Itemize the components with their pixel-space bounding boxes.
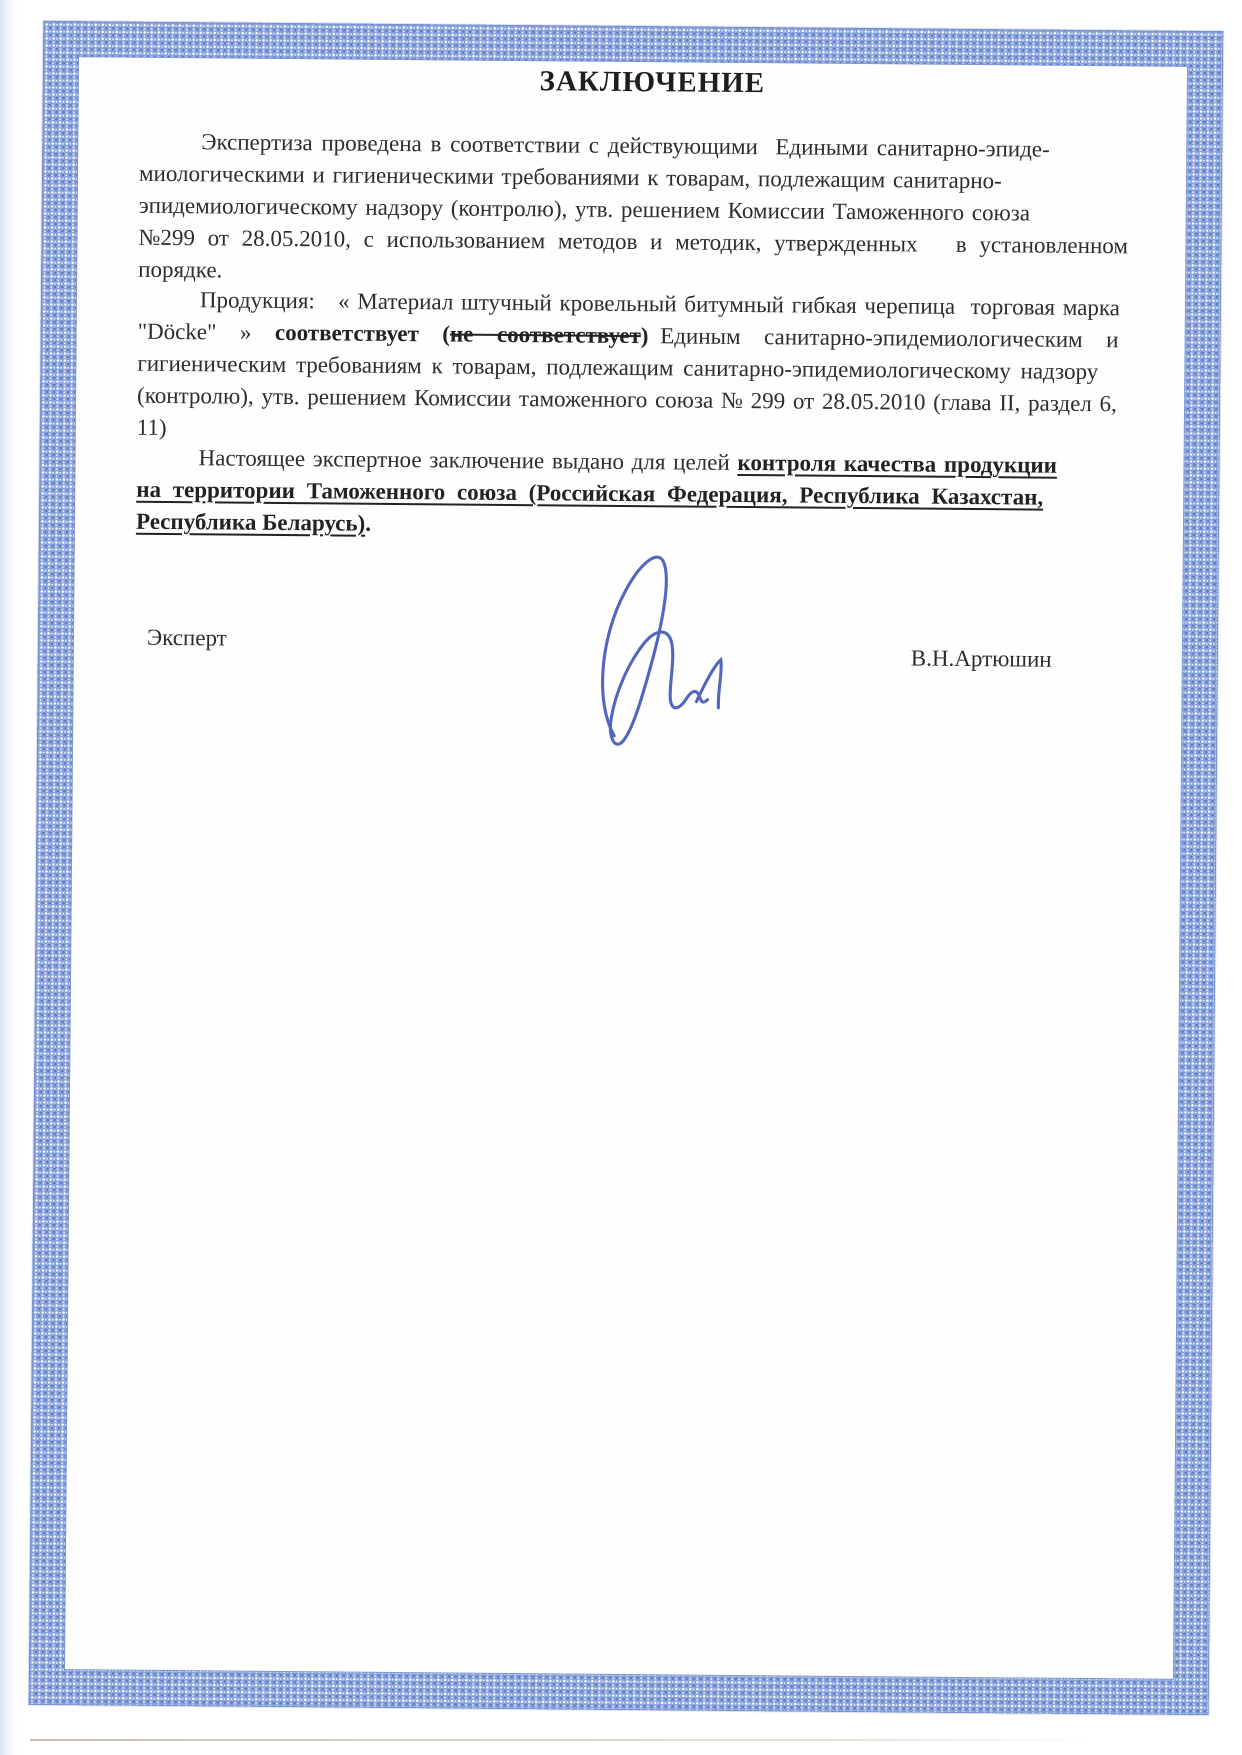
belarus-bold-text: Республика Беларусь)	[135, 508, 366, 536]
paragraph-line: порядке.	[138, 256, 223, 283]
scan-artifact-line	[30, 1739, 1090, 1741]
paren-close: )	[640, 323, 649, 349]
territory-bold-text: на территории Таможенного союза (Российская Федерация, Республика Казахстан,	[136, 476, 1044, 510]
paragraph-line: эпидемиологическому надзору (контролю), утв. решением Комиссии Таможенного союза	[138, 192, 1031, 226]
brand-text: "Döcke" »	[137, 318, 276, 345]
expert-name: В.Н.Артюшин	[910, 645, 1052, 672]
guilloche-border-frame	[29, 21, 1224, 1715]
paragraph-line: 11)	[136, 414, 167, 440]
paragraph-line: №299 от 28.05.2010, с использованием методов и методик, утвержденных в установленном	[138, 224, 1129, 259]
purpose-bold-text: контроля качества продукции	[737, 449, 1058, 478]
paren-open: (	[418, 321, 451, 347]
paragraph-line-rest: Единым санитарно-эпидемиологическим и	[648, 323, 1119, 353]
paragraph-line: Продукция: « Материал штучный кровельный битумный гибкая черепица торговая марка	[199, 287, 1121, 321]
paragraph-expertise	[138, 126, 1129, 294]
paragraph-line: (контролю), утв. решением Комиссии таможенного союза № 299 от 28.05.2010 (глава II, раздел 6,	[136, 382, 1117, 417]
handwritten-signature-icon	[584, 536, 726, 767]
paragraph-purpose	[136, 442, 1082, 546]
paragraph-product	[136, 284, 1121, 452]
sentence-period: .	[365, 510, 372, 536]
paragraph-line: Экспертиза проведена в соответствии с действующими Едиными санитарно-эпиде-	[201, 129, 1050, 162]
verdict-corresponds: соответствует	[274, 319, 419, 347]
expert-role-label: Эксперт	[146, 624, 227, 651]
verdict-not-corresponds-struck: не соответствует	[449, 321, 641, 349]
document-title: ЗАКЛЮЧЕНИЕ	[539, 65, 766, 100]
paragraph-line: гигиеническим требованиям к товарам, подлежащим санитарно-эпидемиологическому надзору	[137, 350, 1099, 385]
document-content	[126, 22, 1129, 1678]
paragraph-line: миологическими и гигиеническими требованиями к товарам, подлежащим санитарно-	[138, 160, 1002, 194]
purpose-lead-text: Настоящее экспертное заключение выдано для целей	[198, 445, 738, 475]
